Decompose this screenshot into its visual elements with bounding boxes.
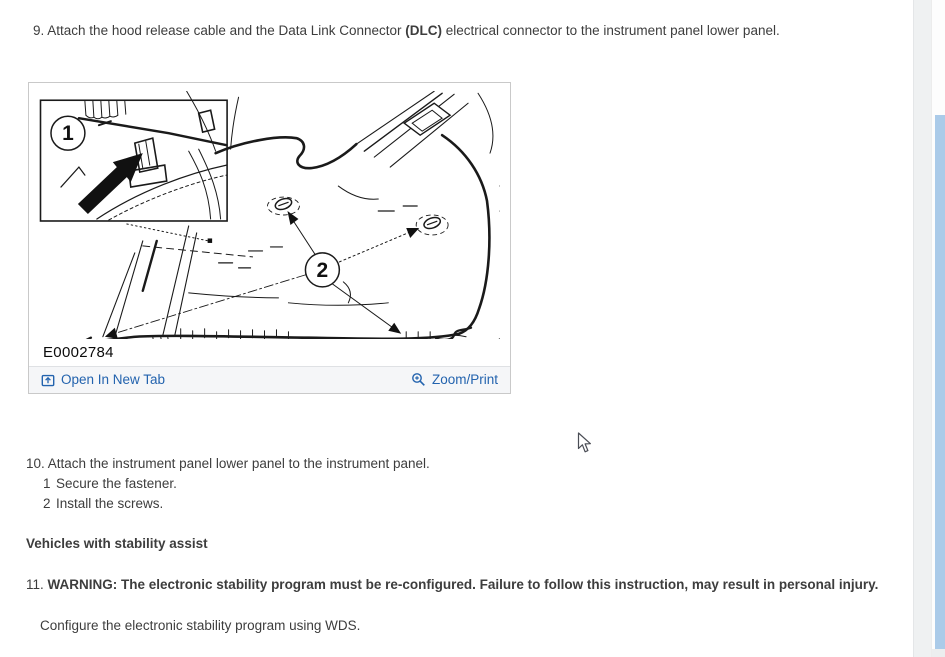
callout-1: 1: [62, 122, 74, 146]
open-in-new-tab-icon: [41, 373, 55, 387]
substep-2-label: Install the screws.: [56, 496, 164, 511]
page-scrollbar-cap: [932, 649, 945, 657]
figure-toolbar: [29, 366, 510, 393]
zoom-print-icon: [411, 372, 426, 387]
section-heading: Vehicles with stability assist: [26, 536, 208, 551]
step-9-text: 9. Attach the hood release cable and the Data Link Connector (DLC) electrical connector to the instrument panel lower panel.: [33, 23, 780, 38]
zoom-print-label: Zoom/Print: [431, 372, 498, 387]
step-11-text: [26, 577, 878, 592]
figure-caption: E0002784: [43, 344, 114, 361]
substep-1: [43, 476, 177, 491]
technical-diagram: [39, 91, 500, 339]
figure-card: [28, 82, 511, 394]
substep-2: [43, 496, 163, 511]
step-9-number: 9.: [33, 23, 45, 38]
content-scrollbar-track[interactable]: [913, 0, 931, 657]
zoom-print-link[interactable]: [411, 372, 498, 387]
substep-1-number: 1: [43, 476, 51, 491]
step-11-number: 11.: [26, 577, 44, 592]
open-in-new-tab-link[interactable]: [41, 372, 165, 387]
callout-2: 2: [316, 258, 329, 282]
configure-text: Configure the electronic stability program using WDS.: [40, 618, 361, 633]
step-10-text: 10. Attach the instrument panel lower panel to the instrument panel.: [26, 456, 430, 471]
open-in-new-tab-label: Open In New Tab: [61, 372, 166, 387]
figure-image: [29, 83, 510, 366]
page-scrollbar-thumb[interactable]: [935, 115, 945, 650]
substep-2-number: 2: [43, 496, 51, 511]
substep-1-label: Secure the fastener.: [56, 476, 177, 491]
mouse-cursor: [577, 432, 592, 454]
page-scrollbar[interactable]: [931, 0, 945, 657]
dlc-abbrev: (DLC): [405, 23, 443, 38]
warning-text: WARNING: The electronic stability program must be re-configured. Failure to follow this instruction, may result in personal injury.: [47, 577, 879, 592]
